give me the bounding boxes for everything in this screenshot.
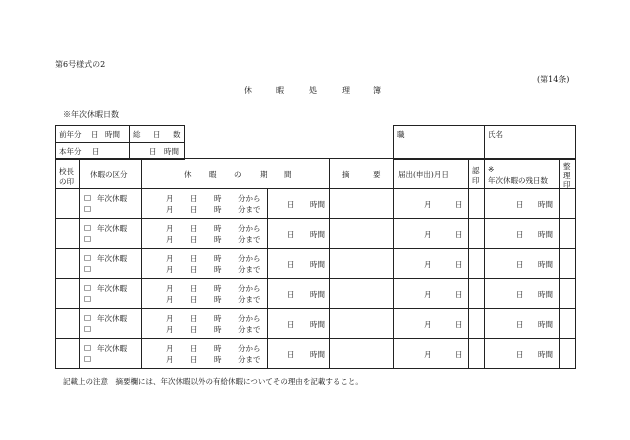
period-to-hour: 時	[214, 265, 222, 274]
leave-type-header: 休暇の区分	[90, 170, 128, 179]
date-day-unit: 日	[455, 260, 463, 269]
period-to-month: 月	[166, 235, 174, 244]
annual-leave-label: 年次休暇	[97, 194, 127, 203]
remaining-hour-unit: 時間	[538, 260, 553, 269]
annual-leave-label: 年次休暇	[97, 344, 127, 353]
period-header-char: 暇	[209, 170, 217, 179]
duration-hour-unit: 時間	[310, 320, 325, 329]
remaining-day-unit: 日	[516, 260, 524, 269]
date-day-unit: 日	[455, 350, 463, 359]
title-char: 休	[244, 86, 252, 95]
annual-leave-checkbox[interactable]: □	[84, 223, 92, 232]
name-label: 氏名	[488, 130, 503, 139]
annual-leave-label: 年次休暇	[97, 224, 127, 233]
period-to-day: 日	[190, 325, 198, 334]
period-from-day: 日	[190, 194, 198, 203]
period-to-hour: 時	[214, 295, 222, 304]
date-month-unit: 月	[424, 350, 432, 359]
period-to-minute: 分まで	[238, 325, 261, 334]
title-char: 理	[342, 86, 350, 95]
period-to-day: 日	[190, 265, 198, 274]
period-header-char: 期	[260, 170, 268, 179]
annual-leave-checkbox[interactable]: □	[84, 343, 92, 352]
annual-leave-checkbox[interactable]: □	[84, 283, 92, 292]
date-month-unit: 月	[424, 320, 432, 329]
other-leave-checkbox[interactable]: □	[84, 264, 92, 273]
duration-day-unit: 日	[287, 230, 295, 239]
total-count-label: 数	[173, 130, 181, 139]
remaining-hour-unit: 時間	[538, 290, 553, 299]
processing-seal-header-1: 整	[563, 162, 571, 171]
period-to-month: 月	[166, 265, 174, 274]
remaining-hour-unit: 時間	[538, 230, 553, 239]
period-from-hour: 時	[214, 224, 222, 233]
total-hour-unit: 時間	[164, 147, 179, 156]
period-from-day: 日	[190, 314, 198, 323]
date-day-unit: 日	[455, 230, 463, 239]
period-from-minute: 分から	[238, 344, 261, 353]
period-to-hour: 時	[214, 355, 222, 364]
form-number: 第6号様式の2	[55, 60, 106, 69]
remaining-mark: ※	[488, 165, 495, 174]
period-from-day: 日	[190, 254, 198, 263]
period-to-hour: 時	[214, 205, 222, 214]
period-from-month: 月	[166, 344, 174, 353]
period-to-hour: 時	[214, 235, 222, 244]
period-to-day: 日	[190, 295, 198, 304]
period-header-char: 間	[284, 170, 292, 179]
period-to-day: 日	[190, 355, 198, 364]
total-label: 総	[133, 130, 141, 139]
duration-day-unit: 日	[287, 200, 295, 209]
period-from-minute: 分から	[238, 284, 261, 293]
title-char: 処	[309, 86, 317, 95]
period-from-month: 月	[166, 224, 174, 233]
processing-seal-header-3: 印	[563, 180, 571, 189]
other-leave-checkbox[interactable]: □	[84, 234, 92, 243]
notification-date-header: 届出(申出)月日	[398, 170, 449, 179]
principal-seal-header-1: 校長	[59, 167, 74, 176]
date-month-unit: 月	[424, 260, 432, 269]
this-year-day-unit: 日	[92, 147, 100, 156]
remaining-day-unit: 日	[516, 350, 524, 359]
period-to-month: 月	[166, 205, 174, 214]
duration-day-unit: 日	[287, 320, 295, 329]
period-to-minute: 分まで	[238, 355, 261, 364]
date-month-unit: 月	[424, 200, 432, 209]
date-month-unit: 月	[424, 230, 432, 239]
period-from-minute: 分から	[238, 254, 261, 263]
period-to-minute: 分まで	[238, 265, 261, 274]
annual-leave-label: 年次休暇	[97, 314, 127, 323]
period-from-month: 月	[166, 254, 174, 263]
date-month-unit: 月	[424, 290, 432, 299]
other-leave-checkbox[interactable]: □	[84, 324, 92, 333]
footnote: 記載上の注意 摘要欄には、年次休暇以外の有給休暇についてその理由を記載すること。	[63, 377, 363, 386]
approval-seal-header-1: 認	[472, 166, 480, 175]
remaining-hour-unit: 時間	[538, 200, 553, 209]
annual-leave-label: 年次休暇	[97, 254, 127, 263]
period-from-minute: 分から	[238, 314, 261, 323]
other-leave-checkbox[interactable]: □	[84, 204, 92, 213]
title-char: 簿	[373, 86, 381, 95]
period-from-month: 月	[166, 314, 174, 323]
duration-day-unit: 日	[287, 260, 295, 269]
duration-hour-unit: 時間	[310, 260, 325, 269]
date-day-unit: 日	[455, 200, 463, 209]
period-header-char: 休	[184, 170, 192, 179]
annual-leave-label: 年次休暇	[97, 284, 127, 293]
duration-hour-unit: 時間	[310, 200, 325, 209]
period-from-hour: 時	[214, 194, 222, 203]
period-header-char: の	[234, 170, 242, 179]
article-reference: (第14条)	[537, 75, 570, 84]
period-to-month: 月	[166, 295, 174, 304]
total-days-label: 日	[153, 130, 161, 139]
period-to-day: 日	[190, 205, 198, 214]
period-to-minute: 分まで	[238, 295, 261, 304]
processing-seal-header-2: 理	[563, 171, 571, 180]
period-from-hour: 時	[214, 284, 222, 293]
period-to-day: 日	[190, 235, 198, 244]
period-from-day: 日	[190, 344, 198, 353]
period-to-minute: 分まで	[238, 235, 261, 244]
approval-seal-header-2: 印	[472, 176, 480, 185]
duration-day-unit: 日	[287, 290, 295, 299]
remaining-hour-unit: 時間	[538, 350, 553, 359]
period-from-day: 日	[190, 284, 198, 293]
remaining-day-unit: 日	[516, 320, 524, 329]
annual-leave-checkbox[interactable]: □	[84, 313, 92, 322]
summary-header-char-1: 摘	[342, 170, 350, 179]
period-from-hour: 時	[214, 344, 222, 353]
period-from-hour: 時	[214, 314, 222, 323]
duration-day-unit: 日	[287, 350, 295, 359]
prev-year-hour-unit: 時間	[105, 130, 120, 139]
remaining-day-unit: 日	[516, 230, 524, 239]
period-from-month: 月	[166, 194, 174, 203]
remaining-hour-unit: 時間	[538, 320, 553, 329]
duration-hour-unit: 時間	[310, 290, 325, 299]
total-day-unit: 日	[149, 147, 157, 156]
prev-year-day-unit: 日	[91, 130, 99, 139]
remaining-day-unit: 日	[516, 290, 524, 299]
prev-year-label: 前年分	[59, 130, 82, 139]
duration-hour-unit: 時間	[310, 350, 325, 359]
period-to-month: 月	[166, 355, 174, 364]
period-from-minute: 分から	[238, 194, 261, 203]
remaining-day-unit: 日	[516, 200, 524, 209]
post-label: 職	[397, 130, 405, 139]
period-from-hour: 時	[214, 254, 222, 263]
other-leave-checkbox[interactable]: □	[84, 354, 92, 363]
period-from-minute: 分から	[238, 224, 261, 233]
period-to-minute: 分まで	[238, 205, 261, 214]
date-day-unit: 日	[455, 290, 463, 299]
annual-leave-checkbox[interactable]: □	[84, 253, 92, 262]
summary-header-char-2: 要	[373, 170, 381, 179]
duration-hour-unit: 時間	[310, 230, 325, 239]
period-to-month: 月	[166, 325, 174, 334]
principal-seal-header-2: の印	[59, 177, 74, 186]
other-leave-checkbox[interactable]: □	[84, 294, 92, 303]
annual-leave-checkbox[interactable]: □	[84, 193, 92, 202]
date-day-unit: 日	[455, 320, 463, 329]
remaining-header: 年次休暇の残日数	[488, 176, 548, 185]
this-year-label: 本年分	[59, 147, 82, 156]
period-from-month: 月	[166, 284, 174, 293]
title-char: 暇	[276, 86, 284, 95]
period-from-day: 日	[190, 224, 198, 233]
period-to-hour: 時	[214, 325, 222, 334]
annual-leave-days-label: ※年次休暇日数	[63, 110, 119, 119]
